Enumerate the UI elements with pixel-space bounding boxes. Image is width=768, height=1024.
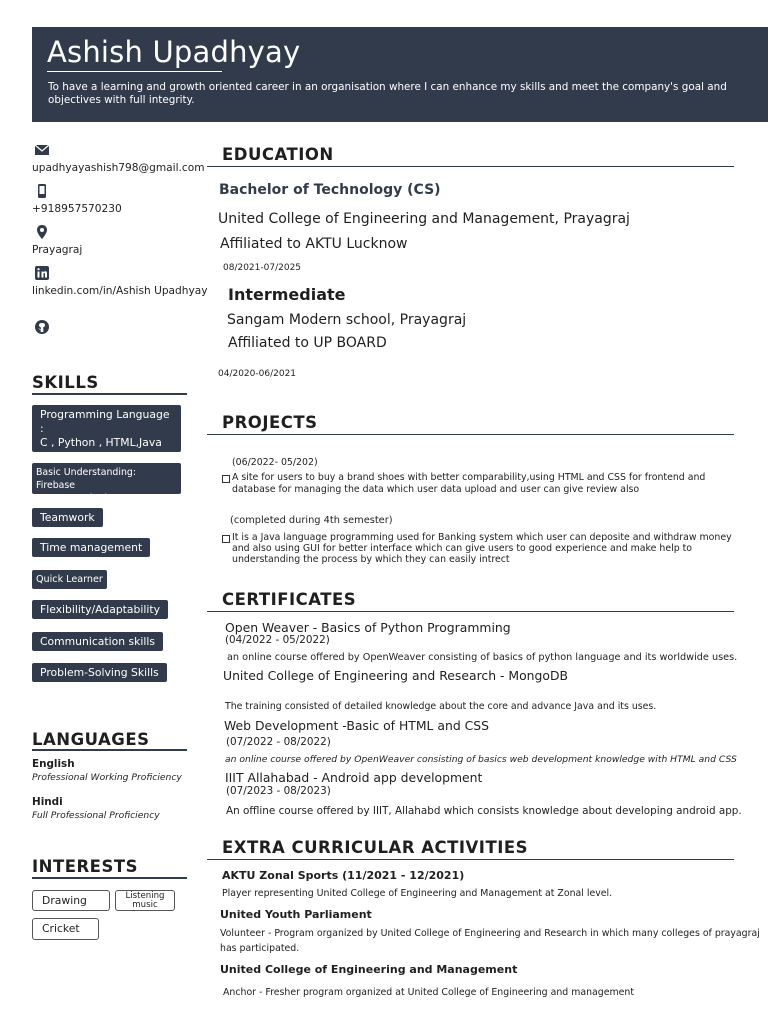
language-english-level: Professional Working Proficiency <box>32 772 182 783</box>
project-2-dates: (completed during 4th semester) <box>230 515 393 526</box>
phone-icon <box>34 183 50 199</box>
certificate-3-desc: an online course offered by OpenWeaver consisting of basics web development knowledge with HTML and CSS <box>225 754 737 765</box>
projects-heading: PROJECTS <box>222 413 318 432</box>
interest-listening-music <box>115 890 175 911</box>
languages-rule <box>32 749 187 751</box>
linkedin-icon <box>34 265 50 281</box>
certificate-1-dates: (04/2022 - 05/2022) <box>225 634 330 646</box>
certificate-4-desc: An offline course offered by IIIT, Allahabd which consists knowledge about developing android app. <box>226 805 742 817</box>
language-hindi-level: Full Professional Proficiency <box>32 810 160 821</box>
skill-programming-languages <box>32 405 181 463</box>
candidate-name: Ashish Upadhyay <box>47 35 301 69</box>
extra-curricular-rule <box>207 859 734 860</box>
intermediate-title: Intermediate <box>228 285 346 304</box>
skill-teamwork: Teamwork <box>32 508 103 527</box>
certificate-2-title: United College of Engineering and Research - MongoDB <box>223 668 569 683</box>
skill-flexibility: Flexibility/Adaptability <box>32 600 168 619</box>
activity-1-desc: Player representing United College of Engineering and Management at Zonal level. <box>222 888 613 899</box>
intermediate-dates: 04/2020-06/2021 <box>218 369 297 379</box>
certificate-3-title: Web Development -Basic of HTML and CSS <box>224 718 490 733</box>
education-rule <box>207 166 734 167</box>
activity-1-title: AKTU Zonal Sports (11/2021 - 12/2021) <box>222 869 465 882</box>
interest-cricket: Cricket <box>32 918 99 940</box>
phone-number[interactable]: +918957570230 <box>32 203 122 215</box>
linkedin-link[interactable]: linkedin.com/in/Ashish Upadhyay <box>32 285 208 297</box>
activity-3-desc: Anchor - Fresher program organized at United College of Engineering and management <box>223 987 635 998</box>
email-icon <box>34 142 50 158</box>
email-link[interactable]: upadhyayashish798@gmail.com <box>32 162 205 174</box>
interests-rule <box>32 877 187 879</box>
location-pin-icon <box>34 224 50 240</box>
certificate-1-desc: an online course offered by OpenWeaver consisting of basics of python language and its worldwide uses. <box>227 652 738 663</box>
skills-heading: SKILLS <box>32 373 99 392</box>
activity-2-desc: has participated. <box>220 943 300 954</box>
bullet-icon <box>222 535 230 543</box>
skill-communication: Communication skills <box>32 632 163 651</box>
certificate-4-dates: (07/2023 - 08/2023) <box>226 785 331 797</box>
project-2-line: and also using GUI for better interface which can give users to good experience and make help to <box>232 543 693 554</box>
certificate-2-desc: The training consisted of detailed knowledge about the core and advance Java and its uses. <box>225 701 657 712</box>
project-1-dates: (06/2022- 05/202) <box>232 457 318 468</box>
github-icon[interactable] <box>34 319 50 335</box>
interest-line: Listening <box>125 891 165 901</box>
school-board: Affiliated to UP BOARD <box>228 335 387 351</box>
extra-curricular-heading: EXTRA CURRICULAR ACTIVITIES <box>222 838 528 857</box>
college-name: United College of Engineering and Management, Prayagraj <box>218 211 630 227</box>
activity-3-title: United College of Engineering and Management <box>220 963 518 976</box>
certificates-rule <box>207 611 734 612</box>
school-name: Sangam Modern school, Prayagraj <box>227 312 467 328</box>
resume-header <box>32 27 768 122</box>
languages-heading: LANGUAGES <box>32 730 150 749</box>
skills-rule <box>32 393 187 395</box>
language-hindi: Hindi <box>32 796 63 808</box>
certificates-heading: CERTIFICATES <box>222 590 357 609</box>
skill-line: Programming Language : <box>40 408 170 435</box>
degree-dates: 08/2021-07/2025 <box>223 263 302 273</box>
interest-drawing: Drawing <box>32 890 110 911</box>
activity-2-title: United Youth Parliament <box>220 908 372 921</box>
location-text: Prayagraj <box>32 244 83 256</box>
language-english: English <box>32 758 75 770</box>
skill-line: (Basic), CSS, javascript <box>44 450 169 463</box>
career-objective: To have a learning and growth oriented career in an organisation where I can enhance my skills and meet the company's goal and objectives with full integrity. <box>48 81 727 106</box>
skill-problem-solving: Problem-Solving Skills <box>32 663 167 682</box>
interests-heading: INTERESTS <box>32 857 138 876</box>
project-1-line: database for managing the data which user data upload and user can give review also <box>232 484 640 495</box>
activity-2-desc: Volunteer - Program organized by United College of Engineering and Research in which many colleges of prayagraj <box>220 928 760 939</box>
project-2-line: understanding the process by which they can easily intrect <box>232 554 510 565</box>
name-underline <box>47 71 222 72</box>
interest-line: music <box>132 899 158 910</box>
degree-title: Bachelor of Technology (CS) <box>219 182 441 198</box>
skill-line: Basic Understanding: Firebase <box>36 467 137 491</box>
skill-line: C , Python , HTML,Java <box>40 436 162 449</box>
skill-quick-learner: Quick Learner <box>32 570 107 589</box>
certificate-4-title: IIIT Allahabad - Android app development <box>225 770 483 785</box>
project-1-line: A site for users to buy a brand shoes with better comparability,using HTML and CSS for frontend and <box>232 472 706 483</box>
skill-basic-understanding <box>32 463 181 504</box>
skill-line: OOPS, Topolpgies, OSI, TCP/IP <box>36 493 175 504</box>
skill-time-management: Time management <box>32 538 150 557</box>
education-heading: EDUCATION <box>222 145 334 164</box>
college-affiliation: Affiliated to AKTU Lucknow <box>220 236 408 252</box>
bullet-icon <box>222 475 230 483</box>
project-2-line: It is a Java language programming used for Banking system which user can deposite and withdraw money <box>232 532 732 543</box>
projects-rule <box>207 434 734 435</box>
certificate-3-dates: (07/2022 - 08/2022) <box>226 736 331 748</box>
certificate-1-title: Open Weaver - Basics of Python Programming <box>225 620 511 635</box>
